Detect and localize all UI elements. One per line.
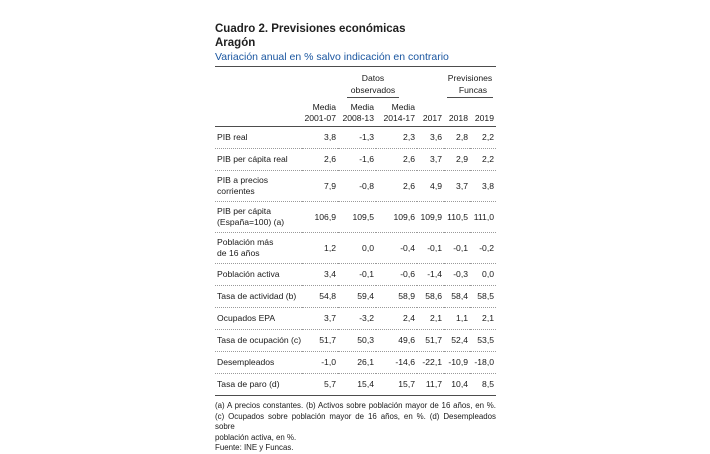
table-cell: -0,1 <box>444 233 470 264</box>
table-cell: 2,3 <box>376 127 417 149</box>
table-cell: 0,0 <box>470 264 496 286</box>
column-header-line1 <box>417 102 442 113</box>
group-header-row <box>215 67 496 100</box>
table-cell: -18,0 <box>470 352 496 374</box>
row-label: Tasa de paro (d) <box>215 374 302 396</box>
table-cell: 1,2 <box>302 233 338 264</box>
table-cell: 2,2 <box>470 149 496 171</box>
table-units-note: Variación anual en % salvo indicación en contrario <box>215 51 449 63</box>
column-header-line1: Media <box>391 102 415 112</box>
table-cell: 15,7 <box>376 374 417 396</box>
table-cell: 5,7 <box>302 374 338 396</box>
row-label-line2: corrientes <box>217 186 255 196</box>
row-label-line1: PIB a precios <box>217 175 269 185</box>
row-label <box>215 233 302 264</box>
group-observed-line2: observados <box>347 85 399 98</box>
table-cell: 109,5 <box>338 202 376 233</box>
table-row-tasa-actividad <box>215 286 496 308</box>
table-row-pib-per-capita-espana <box>215 202 496 233</box>
table-cell: 8,5 <box>470 374 496 396</box>
forecast-table <box>215 67 496 396</box>
table-cell: 3,8 <box>302 127 338 149</box>
note-line-3: población activa, en %. <box>215 432 297 442</box>
column-header-mean-2014-17 <box>376 100 417 127</box>
table-cell: 52,4 <box>444 330 470 352</box>
table-cell: 51,7 <box>302 330 338 352</box>
table-cell: 3,7 <box>302 308 338 330</box>
table-cell: 11,7 <box>417 374 444 396</box>
table-row-tasa-paro <box>215 374 496 396</box>
table-row-pib-per-capita-real <box>215 149 496 171</box>
column-header-2018 <box>444 100 470 127</box>
column-header-mean-2008-13 <box>338 100 376 127</box>
table-cell: -14,6 <box>376 352 417 374</box>
table-row-ocupados-epa <box>215 308 496 330</box>
table-cell: 3,4 <box>302 264 338 286</box>
table-cell: -0,6 <box>376 264 417 286</box>
table-cell: 111,0 <box>470 202 496 233</box>
column-header-2017 <box>417 100 444 127</box>
table-cell: 58,6 <box>417 286 444 308</box>
group-observed-line1: Datos <box>361 73 385 83</box>
table-cell: -0,8 <box>338 171 376 202</box>
table-cell: 2,2 <box>470 127 496 149</box>
group-forecast-line2: Funcas <box>447 85 493 98</box>
table-cell: 26,1 <box>338 352 376 374</box>
row-label: PIB per cápita real <box>215 149 302 171</box>
column-header-mean-2001-07 <box>302 100 338 127</box>
column-header-line1 <box>444 102 468 113</box>
table-row-desempleados <box>215 352 496 374</box>
table-cell: 58,4 <box>444 286 470 308</box>
column-header-2019 <box>470 100 496 127</box>
column-header-line1: Media <box>350 102 374 112</box>
row-label-line2: de 16 años <box>217 248 260 258</box>
note-line-2: (c) Ocupados sobre población mayor de 16 años, en %. (d) Desempleados sobre <box>215 411 496 432</box>
column-header-line2: 2018 <box>448 113 468 123</box>
table-cell: -0,1 <box>338 264 376 286</box>
table-cell: -1,4 <box>417 264 444 286</box>
row-label: Tasa de ocupación (c) <box>215 330 302 352</box>
table-cell: 2,9 <box>444 149 470 171</box>
table-cell: 58,5 <box>470 286 496 308</box>
table-cell: 3,8 <box>470 171 496 202</box>
table-source: Fuente: INE y Funcas. <box>215 443 294 453</box>
table-cell: 106,9 <box>302 202 338 233</box>
column-header-line2: 2019 <box>474 113 494 123</box>
table-cell: 2,1 <box>470 308 496 330</box>
table-cell: 2,4 <box>376 308 417 330</box>
column-header-line1: Media <box>312 102 336 112</box>
row-label <box>215 202 302 233</box>
table-cell: 1,1 <box>444 308 470 330</box>
table-cell: 109,6 <box>376 202 417 233</box>
table-cell: -0,2 <box>470 233 496 264</box>
table-cell: 3,7 <box>444 171 470 202</box>
table-row-pib-precios-corrientes <box>215 171 496 202</box>
table-cell: 2,8 <box>444 127 470 149</box>
table-cell: -3,2 <box>338 308 376 330</box>
table-cell: 10,4 <box>444 374 470 396</box>
table-cell: -1,6 <box>338 149 376 171</box>
group-forecast-line1: Previsiones <box>447 73 493 83</box>
group-header-empty <box>215 67 302 100</box>
table-cell: 0,0 <box>338 233 376 264</box>
table-row-tasa-ocupacion <box>215 330 496 352</box>
table-cell: 51,7 <box>417 330 444 352</box>
column-header-empty <box>215 100 302 127</box>
row-label: Ocupados EPA <box>215 308 302 330</box>
row-label: Tasa de actividad (b) <box>215 286 302 308</box>
table-cell: 110,5 <box>444 202 470 233</box>
group-forecast <box>444 67 496 100</box>
table-title: Cuadro 2. Previsiones económicas <box>215 23 406 35</box>
note-line-1: (a) A precios constantes. (b) Activos sobre población mayor de 16 años, en %. <box>215 401 496 410</box>
column-header-line2: 2008-13 <box>342 113 374 123</box>
table-cell: -0,3 <box>444 264 470 286</box>
table-cell: 4,9 <box>417 171 444 202</box>
table-cell: 3,6 <box>417 127 444 149</box>
table-cell: 49,6 <box>376 330 417 352</box>
table-cell: 7,9 <box>302 171 338 202</box>
table-cell: 53,5 <box>470 330 496 352</box>
column-header-line1 <box>470 102 494 113</box>
table-cell: 2,1 <box>417 308 444 330</box>
table-cell: 109,9 <box>417 202 444 233</box>
table-cell: 2,6 <box>376 171 417 202</box>
row-label-line1: Población más <box>217 237 274 247</box>
table-cell: -22,1 <box>417 352 444 374</box>
table-cell: 15,4 <box>338 374 376 396</box>
row-label: Población activa <box>215 264 302 286</box>
column-header-row <box>215 100 496 127</box>
table-cell: -0,4 <box>376 233 417 264</box>
forecast-table-document <box>215 22 496 454</box>
row-label: PIB real <box>215 127 302 149</box>
row-label: Desempleados <box>215 352 302 374</box>
column-header-line2: 2001-07 <box>304 113 336 123</box>
table-row-pib-real <box>215 127 496 149</box>
table-cell: -1,0 <box>302 352 338 374</box>
table-cell: -0,1 <box>417 233 444 264</box>
table-cell: 59,4 <box>338 286 376 308</box>
group-observed <box>302 67 444 100</box>
table-cell: 3,7 <box>417 149 444 171</box>
row-label-line2: (España=100) (a) <box>217 217 285 227</box>
table-region: Aragón <box>215 37 256 49</box>
row-label <box>215 171 302 202</box>
table-cell: 2,6 <box>302 149 338 171</box>
row-label-line1: PIB per cápita <box>217 206 271 216</box>
table-notes <box>215 401 496 454</box>
table-cell: 2,6 <box>376 149 417 171</box>
table-row-poblacion-activa <box>215 264 496 286</box>
table-cell: -1,3 <box>338 127 376 149</box>
table-cell: 58,9 <box>376 286 417 308</box>
table-cell: -10,9 <box>444 352 470 374</box>
column-header-line2: 2017 <box>422 113 442 123</box>
table-row-poblacion-16 <box>215 233 496 264</box>
table-cell: 50,3 <box>338 330 376 352</box>
column-header-line2: 2014-17 <box>383 113 415 123</box>
table-cell: 54,8 <box>302 286 338 308</box>
